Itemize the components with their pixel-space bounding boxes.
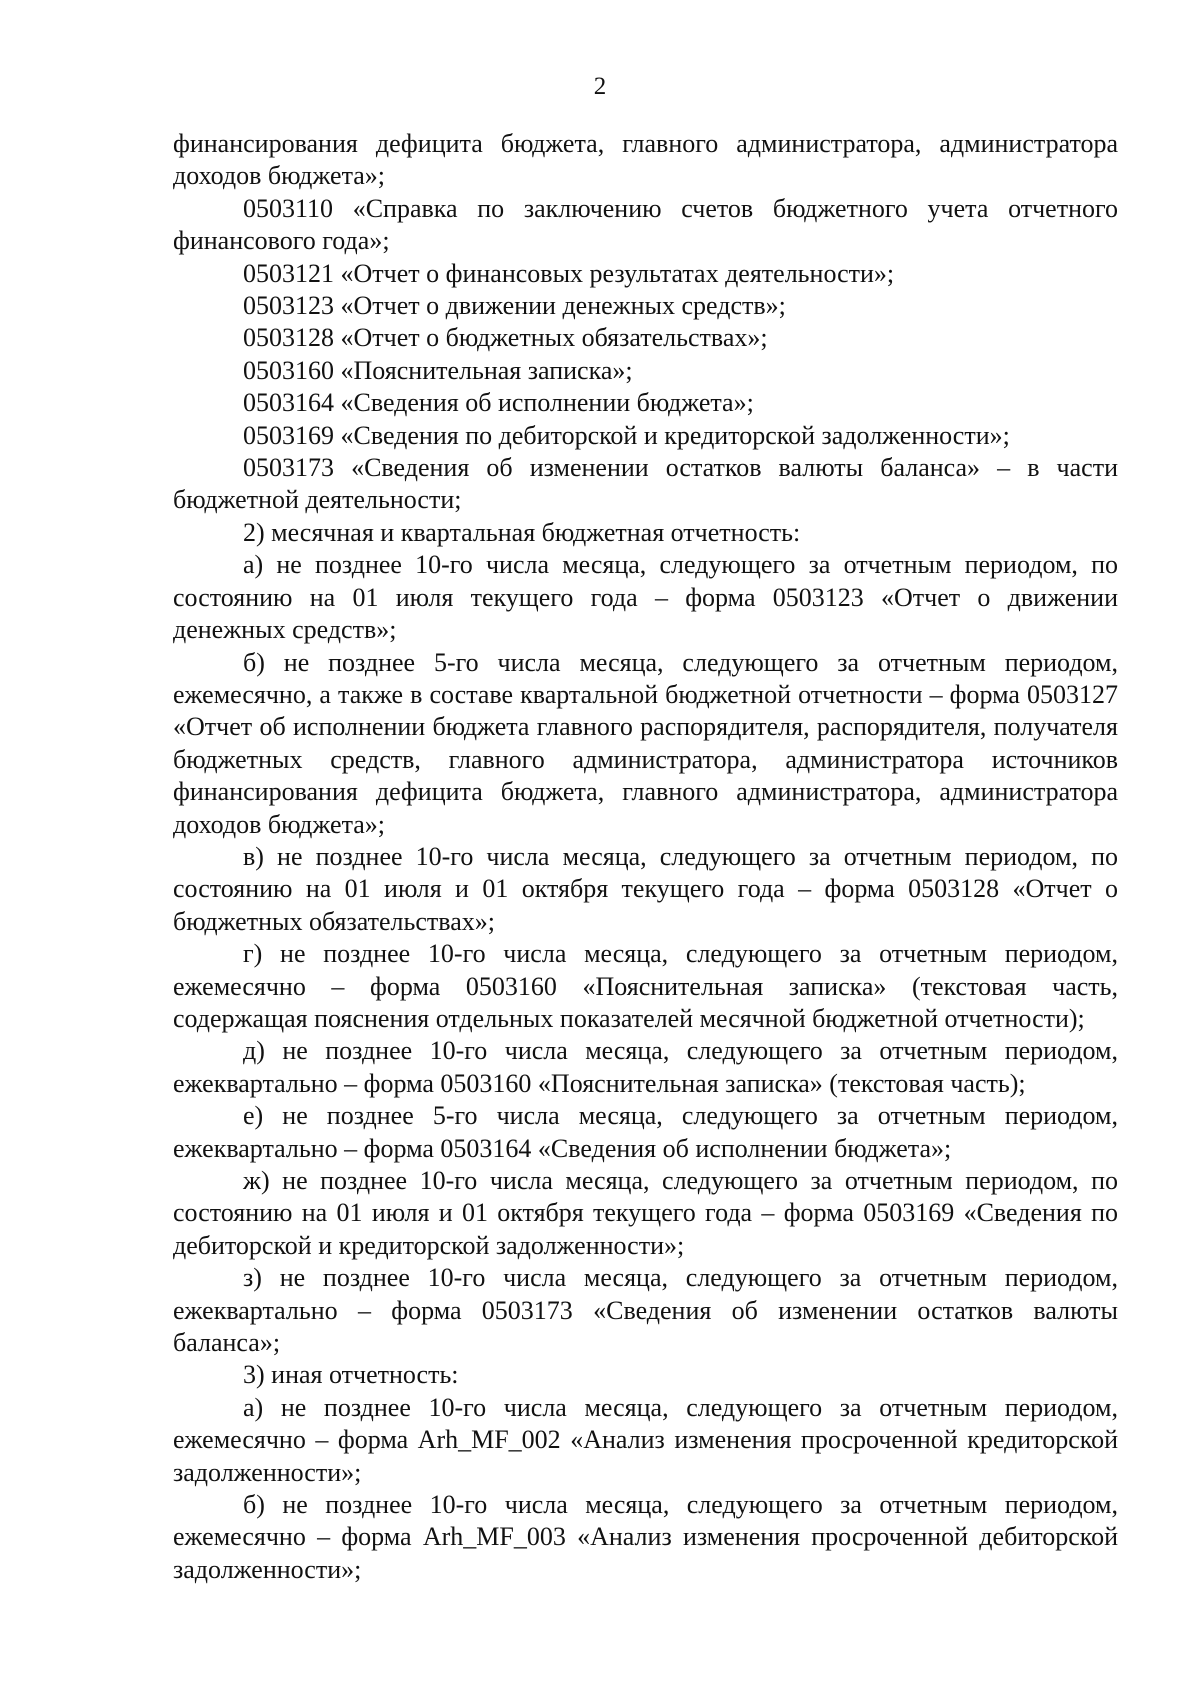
list-item-2zh: ж) не позднее 10-го числа месяца, следующего за отчетным периодом, по состоянию на 01 июля и 01 октября текущего года – форма 0503169 «Сведения по дебиторской и кредиторской задолженности»; [173, 1166, 1118, 1260]
list-item-2e: е) не позднее 5-го числа месяца, следующего за отчетным периодом, ежеквартально – форма 0503164 «Сведения об исполнении бюджета»; [173, 1101, 1118, 1163]
paragraph-form-0503121: 0503121 «Отчет о финансовых результатах деятельности»; [243, 258, 895, 288]
list-item-2d: д) не позднее 10-го числа месяца, следующего за отчетным периодом, ежеквартально – форма 0503160 «Пояснительная записка» (текстовая часть); [173, 1036, 1118, 1098]
paragraph-form-0503110: 0503110 «Справка по заключению счетов бюджетного учета отчетного финансового года»; [173, 193, 1118, 256]
list-item-2b: б) не позднее 5-го числа месяца, следующего за отчетным периодом, ежемесячно, а также в составе квартальной бюджетной отчетности – форма 0503127 «Отчет об исполнении бюджета главного распорядителя, распорядителя, получателя бюджетных средств, главного администратора, администратора источников финансирования дефицита бюджета, главного администратора, администратора доходов бюджета»; [173, 647, 1118, 839]
list-item-3b: б) не позднее 10-го числа месяца, следующего за отчетным периодом, ежемесячно – форма Arh_MF_003 «Анализ изменения просроченной дебиторской задолженности»; [173, 1490, 1118, 1584]
paragraph-form-0503128: 0503128 «Отчет о бюджетных обязательствах»; [243, 323, 768, 353]
document-body [173, 128, 1118, 1586]
list-item-2v: в) не позднее 10-го числа месяца, следующего за отчетным периодом, по состоянию на 01 июля и 01 октября текущего года – форма 0503128 «Отчет о бюджетных обязательствах»; [173, 841, 1118, 936]
section-heading-2: 2) месячная и квартальная бюджетная отчетность: [243, 517, 801, 547]
list-item-2a: а) не позднее 10-го числа месяца, следующего за отчетным периодом, по состоянию на 01 июля текущего года – форма 0503123 «Отчет о движении денежных средств»; [173, 550, 1118, 645]
page-number: 2 [593, 73, 607, 100]
list-item-3a: а) не позднее 10-го числа месяца, следующего за отчетным периодом, ежемесячно – форма Arh_MF_002 «Анализ изменения просроченной кредиторской задолженности»; [173, 1392, 1118, 1487]
paragraph-form-0503123: 0503123 «Отчет о движении денежных средств»; [243, 291, 786, 321]
paragraph-form-0503173: 0503173 «Сведения об изменении остатков валюты баланса» – в части бюджетной деятельности; [173, 453, 1118, 515]
section-heading-3: 3) иная отчетность: [243, 1360, 459, 1390]
list-item-2g: г) не позднее 10-го числа месяца, следующего за отчетным периодом, ежемесячно – форма 0503160 «Пояснительная записка» (текстовая часть, содержащая пояснения отдельных показателей месячной бюджетной отчетности); [173, 939, 1118, 1033]
paragraph-form-0503169: 0503169 «Сведения по дебиторской и кредиторской задолженности»; [243, 420, 1010, 450]
list-item-2z: з) не позднее 10-го числа месяца, следующего за отчетным периодом, ежеквартально – форма 0503173 «Сведения об изменении остатков валюты баланса»; [173, 1263, 1118, 1358]
paragraph-continuation: финансирования дефицита бюджета, главного администратора, администратора доходов бюджета»; [173, 129, 1118, 191]
paragraph-form-0503160: 0503160 «Пояснительная записка»; [243, 355, 633, 385]
paragraph-form-0503164: 0503164 «Сведения об исполнении бюджета»; [243, 388, 754, 418]
